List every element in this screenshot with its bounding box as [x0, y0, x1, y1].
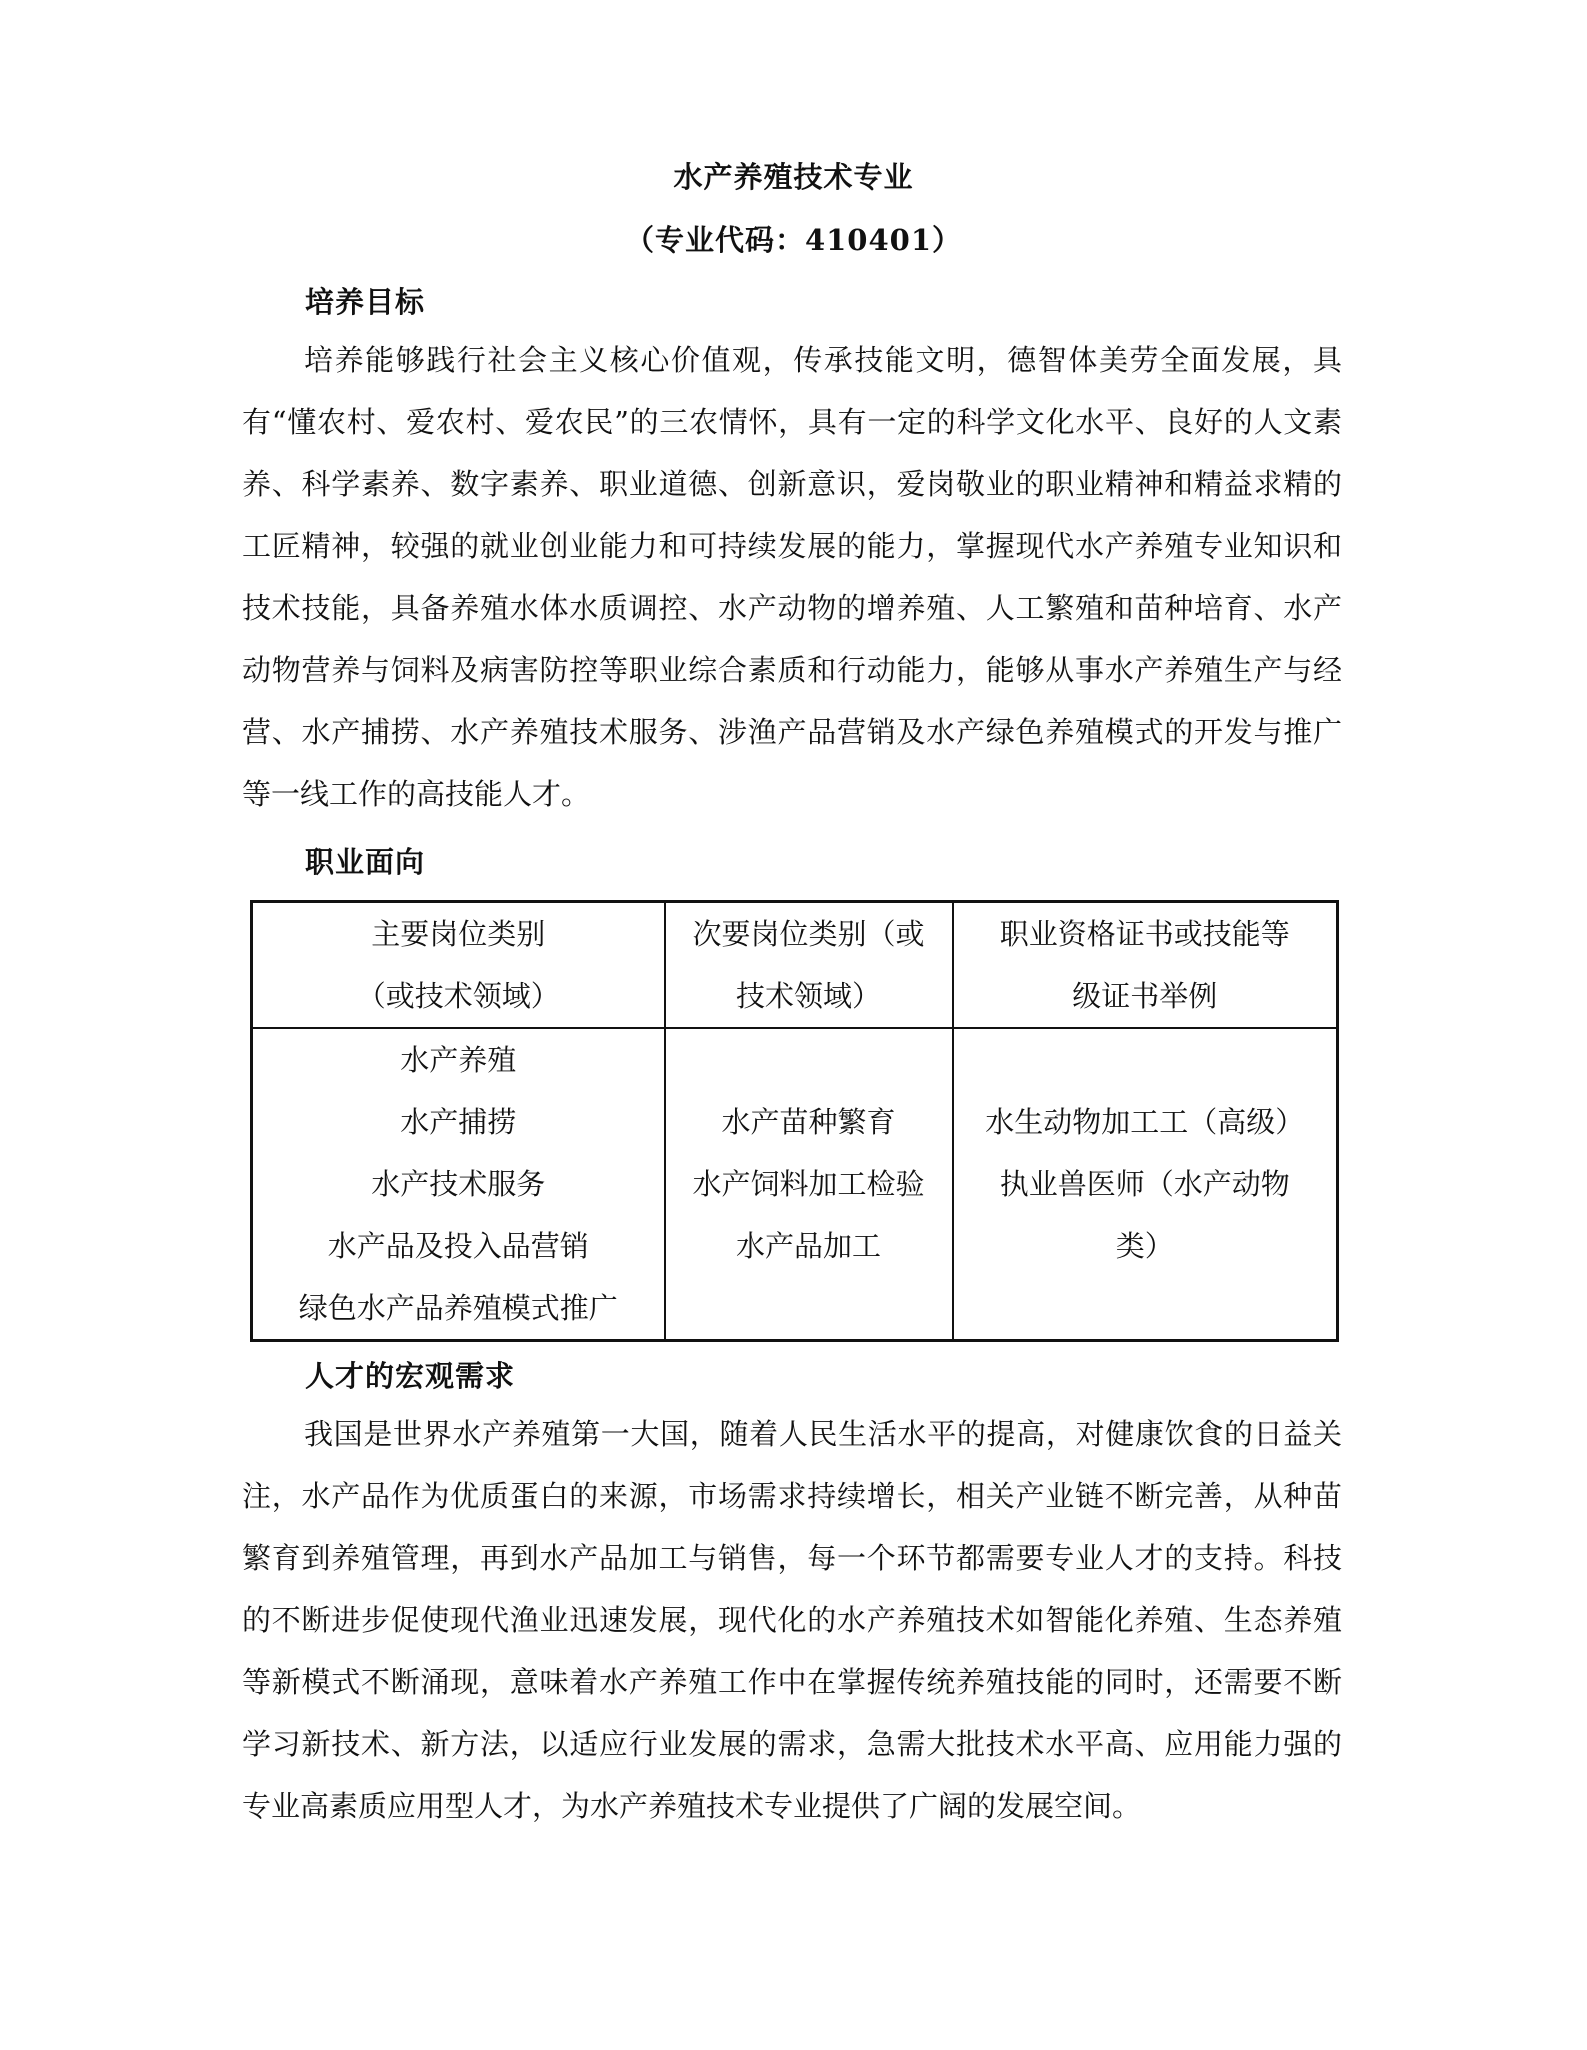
list-item: 水产品及投入品营销 [327, 1229, 589, 1263]
table-header-text: （或技术领域） [356, 979, 560, 1013]
list-item: 绿色水产品养殖模式推广 [298, 1291, 618, 1325]
list-item: 水产养殖 [400, 1043, 517, 1077]
list-item: 水产苗种繁育 [721, 1105, 896, 1139]
table-header-certificates [953, 902, 1338, 1029]
table-header-row [252, 902, 1338, 1029]
list-item: 水产饲料加工检验 [692, 1167, 925, 1201]
section-heading-demand: 人才的宏观需求 [305, 1359, 516, 1393]
certificates-cell [953, 1028, 1338, 1341]
document-title: 水产养殖技术专业 [673, 160, 914, 194]
career-table [250, 900, 1339, 1342]
table-header-secondary [665, 902, 953, 1029]
table-header-primary [252, 902, 665, 1029]
table-row [252, 1028, 1338, 1341]
table-header-text: 主要岗位类别 [371, 917, 546, 951]
list-item: 水产捕捞 [400, 1105, 517, 1139]
primary-positions-cell [252, 1028, 665, 1341]
document-subtitle: （专业代码：410401） [624, 223, 963, 257]
list-item: 水产技术服务 [371, 1167, 546, 1201]
secondary-positions-cell [665, 1028, 953, 1341]
table-header-text: 职业资格证书或技能等 [999, 917, 1290, 951]
section-heading-objective: 培养目标 [305, 285, 426, 319]
section-text-demand: 我国是世界水产养殖第一大国，随着人民生活水平的提高，对健康饮食的日益关注，水产品作为优质蛋白的来源，市场需求持续增长，相关产业链不断完善，从种苗繁育到养殖管理，再到水产品加工与销售，每一个环节都需要专业人才的支持。科技的不断进步促使现代渔业迅速发展，现代化的水产养殖技术如智能化养殖、生态养殖等新模式不断涌现，意味着水产养殖工作中在掌握传统养殖技能的同时，还需要不断学习新技术、新方法，以适应行业发展的需求，急需大批技术水平高、应用能力强的专业高素质应用型人才，为水产养殖技术专业提供了广阔的发展空间。 [242, 1417, 1342, 1823]
table-header-text: 级证书举例 [1072, 979, 1218, 1013]
section-text-objective: 培养能够践行社会主义核心价值观，传承技能文明，德智体美劳全面发展，具有“懂农村、爱农村、爱农民”的三农情怀，具有一定的科学文化水平、良好的人文素养、科学素养、数字素养、职业道德、创新意识，爱岗敬业的职业精神和精益求精的工匠精神，较强的就业创业能力和可持续发展的能力，掌握现代水产养殖专业知识和技术技能，具备养殖水体水质调控、水产动物的增养殖、人工繁殖和苗种培育、水产动物营养与饲料及病害防控等职业综合素质和行动能力，能够从事水产养殖生产与经营、水产捕捞、水产养殖技术服务、涉渔产品营销及水产绿色养殖模式的开发与推广等一线工作的高技能人才。 [242, 343, 1342, 811]
list-item: 水产品加工 [735, 1229, 881, 1263]
list-item: 类） [1115, 1229, 1174, 1263]
table-header-text: 技术领域） [735, 979, 881, 1013]
list-item: 水生动物加工工（高级） [985, 1105, 1305, 1139]
section-heading-career: 职业面向 [305, 845, 426, 879]
list-item: 执业兽医师（水产动物 [999, 1167, 1290, 1201]
table-header-text: 次要岗位类别（或 [692, 917, 925, 951]
